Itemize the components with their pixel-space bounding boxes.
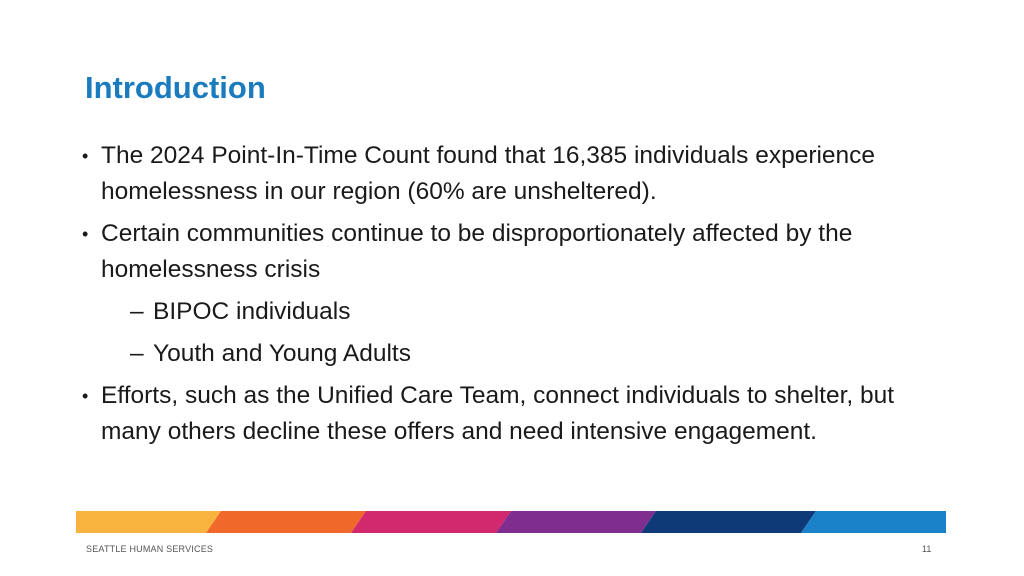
band-segment-orange	[206, 511, 366, 533]
bullet-text: Certain communities continue to be disproportionately affected by the homelessness crisis	[101, 220, 853, 283]
band-segment-blue	[801, 511, 946, 533]
band-segment-yellow	[76, 511, 221, 533]
bullet-text: The 2024 Point-In-Time Count found that 16,385 individuals experience homelessness in our region (60% are unsheltered).	[101, 142, 876, 205]
bullet-list	[78, 138, 958, 456]
bullet-text: Efforts, such as the Unified Care Team, connect individuals to shelter, but many others decline these offers and need intensive engagement.	[101, 382, 895, 445]
footer-org-name: SEATTLE HUMAN SERVICES	[86, 544, 214, 554]
band-segment-navy	[641, 511, 816, 533]
sub-bullet-text: BIPOC individuals	[153, 298, 351, 325]
dash-icon: –	[130, 298, 144, 325]
dash-icon: –	[130, 340, 144, 367]
page-number: 11	[922, 544, 932, 554]
color-band-graphic	[76, 511, 946, 533]
sub-bullet-item	[78, 294, 958, 330]
bullet-icon: •	[82, 146, 89, 166]
band-segment-pink	[351, 511, 511, 533]
sub-bullet-text: Youth and Young Adults	[153, 340, 411, 367]
bullet-icon: •	[82, 224, 89, 244]
band-segment-purple	[496, 511, 656, 533]
bullet-item	[78, 138, 958, 210]
slide-title: Introduction	[85, 70, 266, 105]
sub-bullet-item	[78, 336, 958, 372]
bullet-item	[78, 216, 958, 288]
color-band	[76, 511, 946, 533]
bullet-item	[78, 378, 958, 450]
bullet-icon: •	[82, 386, 89, 406]
